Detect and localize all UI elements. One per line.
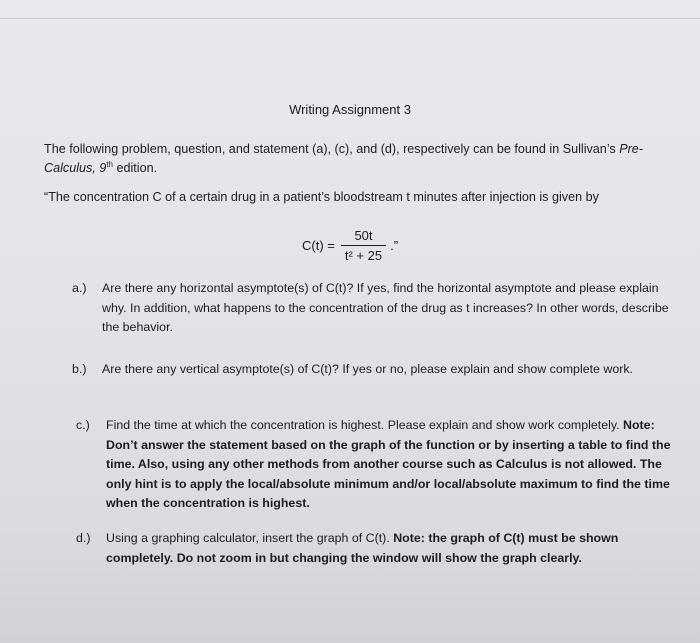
question-text — [106, 416, 676, 514]
page-top-rule — [0, 18, 700, 19]
question-note: Note: Don’t answer the statement based on the graph of the function or by inserting a table to find the time. Also, using any other methods from another course such as Calculus is not allowed. The only hint is to apply the local/absolute minimum and/or local/absolute maximum to find the time when the concentration is highest. — [106, 418, 671, 510]
formula-denominator: t² + 25 — [344, 248, 383, 263]
problem-statement: “The concentration C of a certain drug in a patient’s bloodstream t minutes after injection is given by — [44, 190, 599, 204]
question-text-regular: Find the time at which the concentration is highest. Please explain and show work completely. — [106, 418, 620, 432]
question-a — [72, 279, 674, 338]
question-text-regular: Using a graphing calculator, insert the graph of C(t). — [106, 531, 390, 545]
question-text: Are there any vertical asymptote(s) of C(t)? If yes or no, please explain and show complete work. — [102, 362, 633, 376]
question-label: d.) — [76, 531, 91, 545]
question-label: b.) — [72, 362, 87, 376]
question-text: Are there any horizontal asymptote(s) of C(t)? If yes, find the horizontal asymptote and please explain why. In addition, what happens to the concentration of the drug as t increases? In other words, describe the behavior. — [102, 281, 669, 334]
intro-paragraph — [44, 140, 669, 178]
formula-fraction — [341, 228, 386, 263]
book-title: Pre-Calculus, 9 — [44, 142, 643, 175]
formula-numerator: 50t — [354, 228, 373, 243]
question-label: c.) — [76, 418, 90, 432]
question-c — [76, 416, 676, 514]
question-b — [72, 360, 662, 380]
formula-close-quote: .” — [390, 238, 399, 253]
question-d — [76, 529, 676, 568]
intro-text: The following problem, question, and statement (a), (c), and (d), respectively can be found in Sullivan’s — [44, 142, 616, 156]
question-label: a.) — [72, 281, 87, 295]
question-text — [106, 529, 676, 568]
page-title: Writing Assignment 3 — [289, 102, 411, 117]
question-note: Note: the graph of C(t) must be shown completely. Do not zoom in but changing the window will show the graph clearly. — [106, 531, 619, 565]
edition-text: edition. — [112, 161, 158, 175]
formula-lhs: C(t) = — [302, 238, 335, 253]
concentration-formula — [302, 228, 398, 263]
edition-superscript: th — [106, 159, 113, 169]
